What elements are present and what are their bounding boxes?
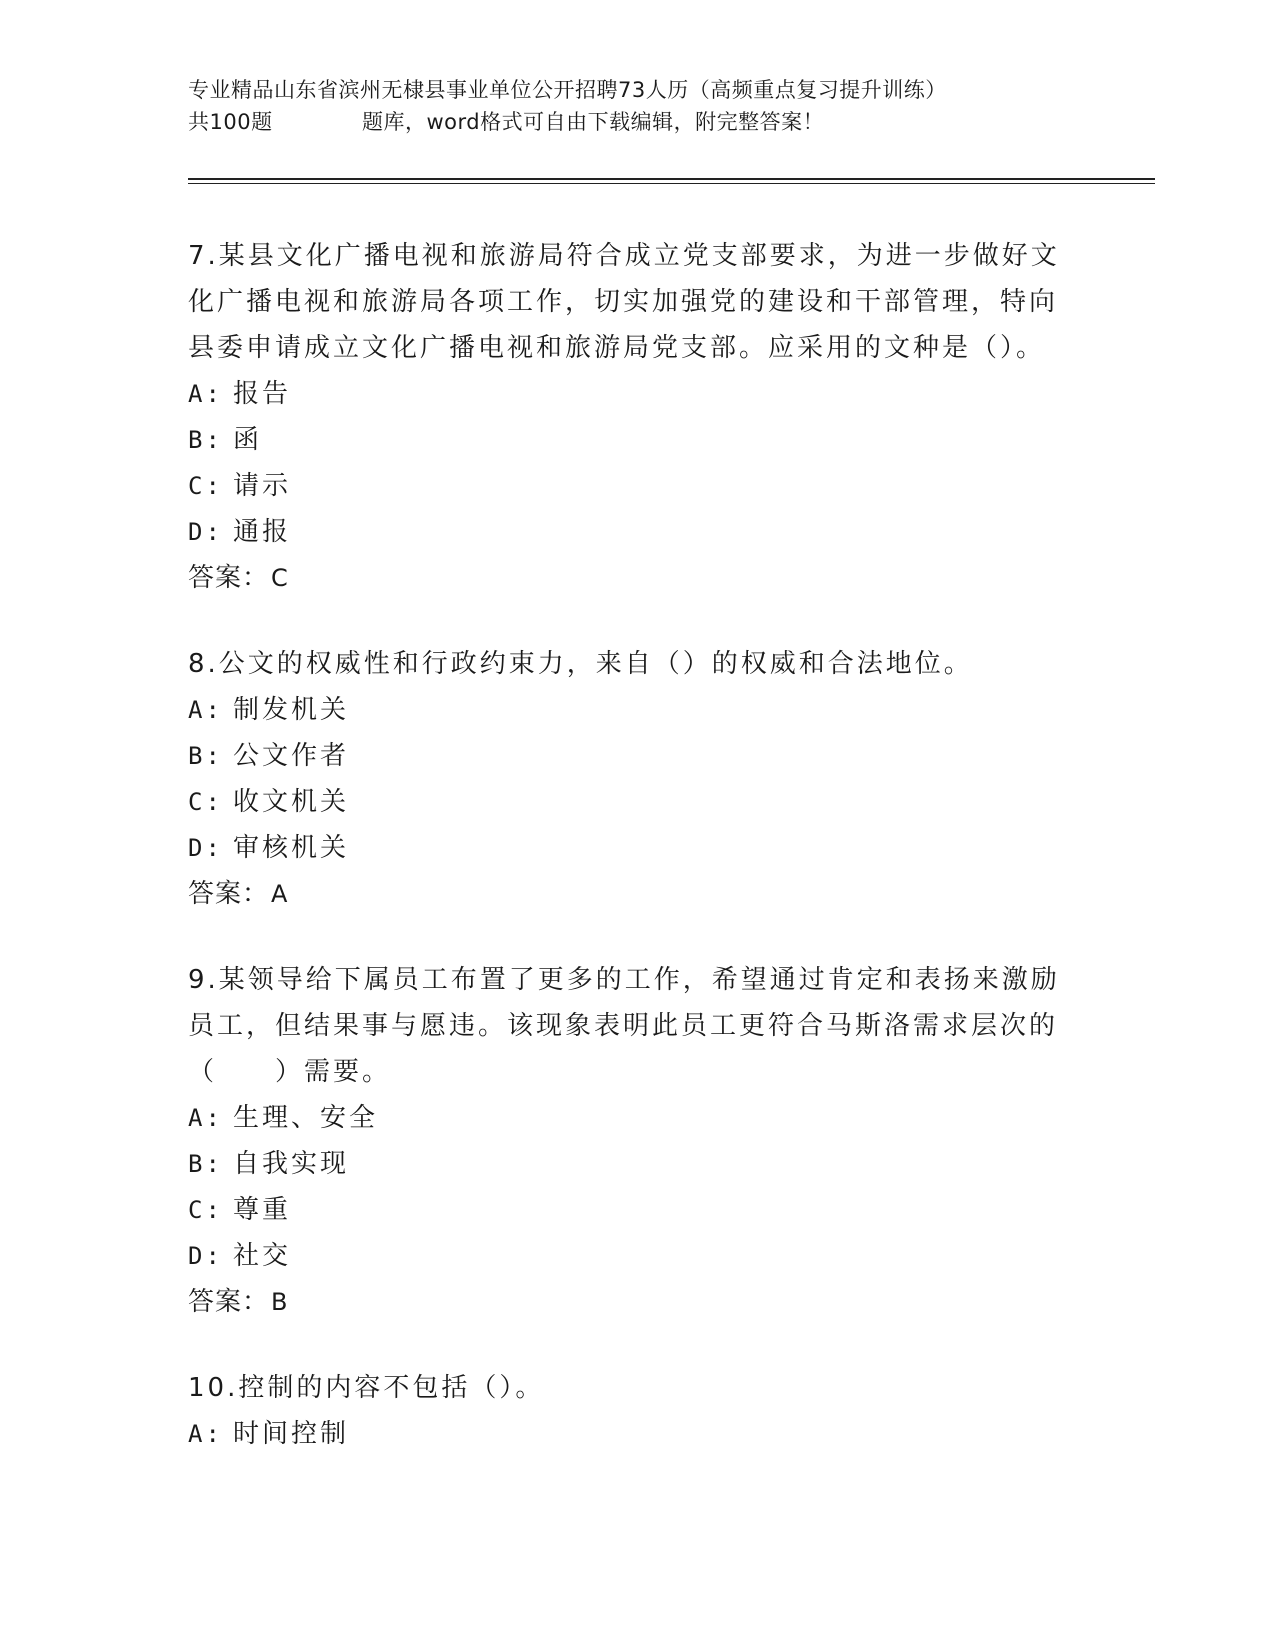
question-count: 共100题 (188, 110, 273, 134)
option-text: 报告 (233, 379, 292, 409)
question-text: 7.某县文化广播电视和旅游局符合成立党支部要求，为进一步做好文化广播电视和旅游局各项工作，切实加强党的建设和干部管理，特向县委申请成立文化广播电视和旅游局党支部。应采用的文种是（）。 (188, 241, 1060, 363)
option-d (188, 825, 1068, 871)
option-text: 生理、安全 (233, 1103, 379, 1133)
option-text: 时间控制 (233, 1419, 350, 1449)
option-letter: B: (188, 1150, 223, 1178)
option-b (188, 733, 1068, 779)
question-list (188, 233, 1068, 1497)
option-text: 通报 (233, 517, 292, 547)
option-c (188, 779, 1068, 825)
answer-line (188, 555, 1068, 601)
question-item (188, 233, 1068, 601)
question-text: 10.控制的内容不包括（）。 (188, 1373, 545, 1403)
option-letter: B: (188, 742, 223, 770)
option-letter: A: (188, 380, 223, 408)
header-divider-thick (188, 178, 1155, 180)
answer-line (188, 1279, 1068, 1325)
option-letter: C: (188, 472, 223, 500)
option-text: 社交 (233, 1241, 292, 1271)
answer-label: 答案： (188, 563, 270, 593)
option-a (188, 687, 1068, 733)
answer-value: B (271, 1288, 289, 1316)
option-d (188, 509, 1068, 555)
question-item (188, 1365, 1068, 1457)
header-divider-thin (188, 183, 1155, 184)
option-a (188, 1095, 1068, 1141)
option-letter: C: (188, 1196, 223, 1224)
option-b (188, 1141, 1068, 1187)
option-d (188, 1233, 1068, 1279)
option-text: 收文机关 (233, 787, 350, 817)
question-item (188, 641, 1068, 917)
answer-label: 答案： (188, 1287, 270, 1317)
option-a (188, 371, 1068, 417)
header-subtitle (188, 106, 1088, 138)
option-letter: D: (188, 1242, 223, 1270)
question-text: 8.公文的权威性和行政约束力，来自（）的权威和合法地位。 (188, 649, 973, 679)
option-text: 制发机关 (233, 695, 350, 725)
option-a (188, 1411, 1068, 1457)
answer-label: 答案： (188, 879, 270, 909)
option-b (188, 417, 1068, 463)
option-letter: A: (188, 1104, 223, 1132)
option-letter: D: (188, 834, 223, 862)
option-c (188, 1187, 1068, 1233)
option-text: 尊重 (233, 1195, 292, 1225)
answer-value: A (271, 880, 289, 908)
option-text: 请示 (233, 471, 292, 501)
option-letter: A: (188, 696, 223, 724)
option-letter: B: (188, 426, 223, 454)
option-text: 自我实现 (233, 1149, 350, 1179)
header-title: 专业精品山东省滨州无棣县事业单位公开招聘73人历（高频重点复习提升训练） (188, 78, 947, 102)
header-note: 题库，word格式可自由下载编辑，附完整答案！ (362, 110, 825, 134)
answer-line (188, 871, 1068, 917)
option-text: 函 (233, 425, 263, 455)
question-text: 9.某领导给下属员工布置了更多的工作，希望通过肯定和表扬来激励员工，但结果事与愿违。该现象表明此员工更符合马斯洛需求层次的（ ）需要。 (188, 965, 1060, 1087)
option-text: 审核机关 (233, 833, 350, 863)
document-header (188, 74, 1088, 138)
question-item (188, 957, 1068, 1325)
option-c (188, 463, 1068, 509)
answer-value: C (271, 564, 289, 592)
option-text: 公文作者 (233, 741, 350, 771)
option-letter: C: (188, 788, 223, 816)
option-letter: A: (188, 1420, 223, 1448)
option-letter: D: (188, 518, 223, 546)
